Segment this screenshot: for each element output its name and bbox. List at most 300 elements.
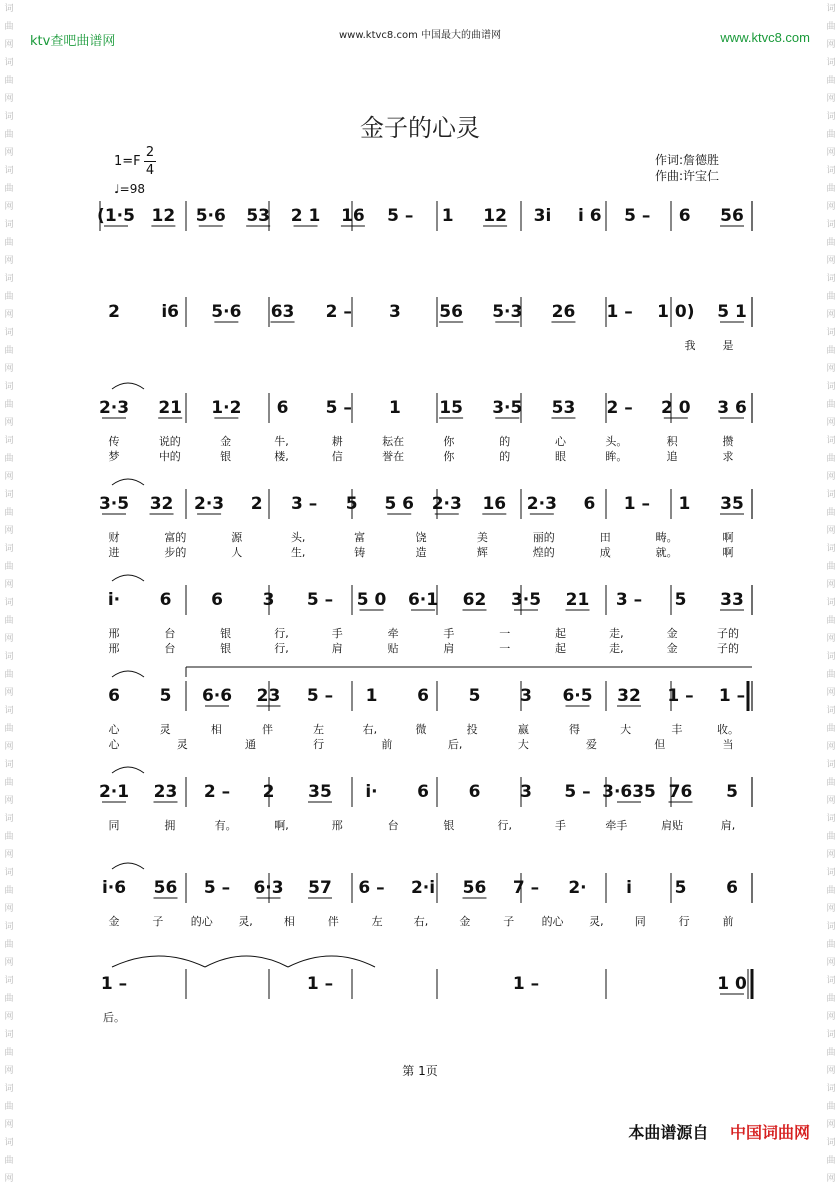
watermark-glyph: 曲 — [4, 184, 14, 194]
lyric-word: 耕 — [331, 435, 343, 448]
note-group: 5 — [674, 590, 687, 610]
note-group: 2 — [250, 494, 263, 514]
watermark-glyph: 词 — [4, 814, 14, 824]
note-group: 5 – — [306, 590, 334, 610]
watermark-glyph: 词 — [4, 166, 14, 176]
lyric-word: 台 — [164, 642, 176, 655]
watermark-glyph: 词 — [826, 4, 836, 14]
note-group: 12 — [151, 206, 176, 226]
lyric-word: 有。 — [214, 819, 237, 832]
watermark-glyph: 网 — [4, 742, 14, 752]
note-group: 63 — [270, 302, 295, 322]
lyric-word: 求 — [722, 450, 734, 463]
lyric-word: 牛, — [274, 435, 289, 448]
watermark-glyph: 词 — [4, 976, 14, 986]
note-group: 5 — [468, 686, 481, 706]
watermark-glyph: 词 — [4, 220, 14, 230]
watermark-glyph: 网 — [4, 958, 14, 968]
lyric-word: 心 — [555, 435, 567, 448]
lyric-word: 头。 — [605, 435, 628, 448]
watermark-glyph: 词 — [4, 598, 14, 608]
lyric-word: 起 — [555, 627, 567, 640]
lyric-word: 的心 — [541, 915, 564, 928]
watermark-glyph: 曲 — [4, 508, 14, 518]
lyric-word: 追 — [666, 450, 678, 463]
note-group: 5 1 — [717, 302, 747, 322]
watermark-glyph: 词 — [4, 922, 14, 932]
lyric-word: 耘在 — [382, 435, 405, 448]
lyric-word: 行, — [497, 819, 512, 832]
note-group: 5·3 — [492, 302, 523, 322]
lyric-word: 心 — [108, 738, 120, 751]
lyric-word: 走, — [609, 627, 624, 640]
watermark-glyph: 网 — [826, 526, 836, 536]
lyric-word: 誉在 — [382, 450, 405, 463]
watermark-glyph: 网 — [826, 634, 836, 644]
lyric-word: 的 — [499, 435, 511, 448]
note-group: 32 — [149, 494, 174, 514]
lyric-word: 一 — [499, 642, 511, 655]
lyric-word: 肩贴 — [661, 819, 684, 832]
lyric-word: 传 — [108, 435, 120, 448]
note-group: 57 — [308, 878, 332, 898]
lyric-word: 的 — [499, 450, 511, 463]
watermark-glyph: 曲 — [4, 886, 14, 896]
note-group: 53 — [246, 206, 270, 226]
watermark-glyph: 词 — [4, 382, 14, 392]
lyric-word: 饶 — [415, 531, 427, 544]
watermark-glyph: 网 — [826, 688, 836, 698]
lyric-word: 邢 — [108, 642, 120, 655]
note-group: 62 — [462, 590, 487, 610]
lyric-word: 子 — [503, 915, 515, 928]
watermark-glyph: 曲 — [826, 670, 836, 680]
watermark-glyph: 词 — [826, 1138, 836, 1148]
note-group: 1 – — [512, 974, 540, 994]
note-group: 1·2 — [211, 398, 242, 418]
lyric-word: 银 — [443, 819, 455, 832]
lyric-word: 行, — [274, 642, 289, 655]
note-group: 56 — [462, 878, 487, 898]
note-group: 2·3 — [98, 398, 130, 418]
header-site-right[interactable]: www.ktvc8.com — [720, 30, 810, 45]
watermark-glyph: 曲 — [4, 1048, 14, 1058]
watermark-glyph: 曲 — [4, 1102, 14, 1112]
watermark-glyph: 词 — [4, 544, 14, 554]
watermark-glyph: 网 — [826, 148, 836, 158]
lyric-word: 爱 — [586, 738, 598, 751]
slur — [112, 479, 144, 485]
watermark-glyph: 网 — [4, 526, 14, 536]
header-site-left[interactable]: ktv查吧曲谱网 — [30, 34, 116, 49]
note-group: 35 — [308, 782, 332, 802]
lyric-word: 银 — [220, 642, 232, 655]
note-group: 2·1 — [98, 782, 130, 802]
lyric-word: 灵 — [176, 738, 188, 751]
watermark-glyph: 网 — [4, 418, 14, 428]
watermark-glyph: 网 — [4, 904, 14, 914]
watermark-glyph: 曲 — [4, 400, 14, 410]
watermark-glyph: 曲 — [826, 1048, 836, 1058]
watermark-glyph: 网 — [4, 94, 14, 104]
note-group: 2·3 — [194, 494, 225, 514]
note-group: 23 — [153, 782, 178, 802]
note-group: 1 0) — [657, 302, 695, 322]
watermark-glyph: 曲 — [4, 292, 14, 302]
lyric-word: 你 — [443, 450, 455, 463]
watermark-glyph: 词 — [4, 4, 14, 14]
note-group: 1 — [678, 494, 691, 514]
watermark-glyph: 网 — [826, 310, 836, 320]
note-group: 1 – — [306, 974, 334, 994]
note-group: 1 – — [606, 302, 633, 322]
note-group: 6·1 — [407, 590, 439, 610]
lyric-word: 但 — [654, 738, 666, 751]
note-group: 56 — [720, 206, 744, 226]
watermark-glyph: 网 — [826, 796, 836, 806]
source-credit — [628, 1120, 810, 1143]
lyric-word: 邢 — [108, 627, 120, 640]
note-group: 5 – — [306, 686, 334, 706]
note-group: 32 — [617, 686, 641, 706]
lyric-word: 成 — [599, 546, 611, 559]
watermark-glyph: 网 — [4, 364, 14, 374]
lyric-word: 收。 — [717, 723, 739, 736]
lyric-word: 心 — [108, 723, 120, 736]
lyric-word: 富的 — [164, 531, 187, 544]
watermark-glyph: 曲 — [4, 670, 14, 680]
watermark-glyph: 曲 — [826, 778, 836, 788]
watermark-glyph: 曲 — [4, 832, 14, 842]
watermark-glyph: 网 — [826, 742, 836, 752]
watermark-glyph: 曲 — [826, 940, 836, 950]
note-group: 2 – — [606, 398, 633, 418]
lyricist: 作词:詹德胜 — [655, 153, 720, 167]
quarter-note-icon: ♩ — [114, 182, 120, 196]
note-group: 6 — [417, 686, 429, 706]
lyric-word: 畴。 — [655, 531, 678, 544]
note-group: 6 – — [358, 878, 385, 898]
watermark-glyph: 曲 — [4, 22, 14, 32]
watermark-glyph: 曲 — [4, 616, 14, 626]
lyric-word: 金 — [459, 915, 471, 928]
note-group: 2 — [262, 782, 275, 802]
watermark-glyph: 词 — [826, 922, 836, 932]
lyric-word: 的心 — [190, 915, 213, 928]
lyric-word: 是 — [722, 339, 734, 352]
lyric-word: 相 — [210, 723, 222, 736]
watermark-glyph: 曲 — [826, 886, 836, 896]
note-group: 21 — [565, 590, 590, 610]
note-group: 6 — [468, 782, 481, 802]
watermark-glyph: 词 — [826, 1084, 836, 1094]
note-group: 3 — [520, 782, 532, 802]
note-group: 2· — [568, 878, 587, 898]
time-signature-top: 2 — [145, 145, 155, 160]
note-group: 1 — [441, 206, 454, 226]
lyric-word: 前 — [722, 915, 734, 928]
watermark-glyph: 词 — [4, 112, 14, 122]
note-group: 2 1 — [290, 206, 321, 226]
watermark-glyph: 网 — [826, 1174, 836, 1184]
watermark-glyph: 网 — [4, 1120, 14, 1130]
watermark-glyph: 词 — [4, 706, 14, 716]
lyric-word: 辉 — [476, 546, 488, 559]
lyric-word: 得 — [569, 723, 580, 736]
note-group: 5 — [345, 494, 358, 514]
note-group: 12 — [483, 206, 507, 226]
note-group: 1 – — [100, 974, 128, 994]
note-group: 3·5 — [510, 590, 542, 610]
lyric-word: 伴 — [327, 915, 339, 928]
watermark-glyph: 网 — [826, 1120, 836, 1130]
watermark-glyph: 网 — [826, 418, 836, 428]
watermark-glyph: 网 — [4, 688, 14, 698]
note-group: i 6 — [578, 206, 602, 226]
note-group: 2·i — [410, 878, 436, 898]
lyric-word: 嬴 — [517, 723, 529, 736]
lyric-word: 就。 — [655, 546, 678, 559]
note-group: 1 0 — [717, 974, 747, 994]
note-group: i· — [107, 590, 121, 610]
watermark-glyph: 词 — [826, 382, 836, 392]
watermark-glyph: 词 — [826, 166, 836, 176]
note-group: 5 – — [564, 782, 591, 802]
watermark-glyph: 曲 — [826, 832, 836, 842]
lyric-word: 富 — [354, 531, 366, 544]
watermark-glyph: 网 — [4, 1012, 14, 1022]
lyric-word: 行, — [274, 627, 289, 640]
source-label: 本曲谱源自 — [628, 1123, 709, 1142]
note-group: 1 – — [667, 686, 694, 706]
lyric-word: 源 — [231, 531, 243, 544]
note-group: 6 — [108, 686, 120, 706]
watermark-glyph: 网 — [4, 148, 14, 158]
watermark-glyph: 词 — [4, 868, 14, 878]
watermark-glyph: 曲 — [4, 454, 14, 464]
lyric-word: 楼, — [274, 450, 289, 463]
watermark-glyph: 词 — [826, 1030, 836, 1040]
note-group: 5 — [159, 686, 172, 706]
lyric-word: 啊 — [722, 546, 734, 559]
lyric-word: 灵, — [589, 915, 604, 928]
watermark-glyph: 词 — [826, 58, 836, 68]
note-group: 2 — [108, 302, 120, 322]
watermark-glyph: 曲 — [4, 994, 14, 1004]
lyric-word: 金 — [666, 627, 678, 640]
watermark-glyph: 词 — [826, 706, 836, 716]
note-group: 16 — [482, 494, 507, 514]
watermark-glyph: 网 — [826, 850, 836, 860]
note-group: 1 — [388, 398, 401, 418]
slur — [112, 575, 144, 581]
note-group: 5 6 — [384, 494, 415, 514]
note-group: 33 — [720, 590, 744, 610]
note-group: 2·3 — [431, 494, 462, 514]
watermark-glyph: 网 — [826, 202, 836, 212]
lyric-word: 煌的 — [532, 546, 555, 559]
lyric-word: 后, — [447, 738, 463, 751]
source-site-link[interactable]: 中国词曲网 — [729, 1123, 810, 1142]
watermark-glyph: 词 — [826, 814, 836, 824]
lyric-word: 你 — [443, 435, 455, 448]
watermark-glyph: 网 — [826, 1012, 836, 1022]
lyric-word: 走, — [609, 642, 624, 655]
note-group: 3 – — [291, 494, 318, 514]
slur — [112, 863, 144, 869]
watermark-glyph: 曲 — [4, 724, 14, 734]
lyric-word: 肩 — [443, 642, 455, 655]
watermark-glyph: 网 — [4, 796, 14, 806]
watermark-glyph: 网 — [826, 40, 836, 50]
note-group: 3i — [533, 206, 552, 226]
note-group: 3 — [520, 686, 532, 706]
lyric-word: 左 — [371, 915, 383, 928]
watermark-glyph: 词 — [826, 220, 836, 230]
lyric-word: 手 — [555, 819, 567, 832]
lyric-word: 一 — [499, 627, 511, 640]
page-number: 第 1页 — [402, 1064, 438, 1078]
note-group: 6·5 — [562, 686, 593, 706]
note-group: 5 – — [203, 878, 231, 898]
note-group: 6 — [678, 206, 691, 226]
note-group: (1·5 — [97, 206, 135, 226]
note-group: 5 — [726, 782, 738, 802]
lyric-word: 生, — [290, 546, 306, 559]
lyric-word: 右, — [413, 915, 429, 928]
lyric-word: 眼 — [555, 450, 567, 463]
lyric-word: 眸。 — [605, 450, 628, 463]
watermark-glyph: 曲 — [826, 130, 836, 140]
watermark-glyph: 网 — [4, 1174, 14, 1184]
lyric-word: 行 — [313, 738, 325, 751]
watermark-glyph: 词 — [826, 490, 836, 500]
lyric-word: 通 — [244, 738, 256, 751]
tie — [112, 956, 205, 967]
lyric-word: 肩, — [720, 819, 736, 832]
watermark-glyph: 曲 — [826, 292, 836, 302]
note-group: 2 0 — [661, 398, 691, 418]
composer: 作曲:许宝仁 — [655, 169, 720, 183]
lyric-word: 当 — [722, 738, 734, 751]
note-group: 5·6 — [211, 302, 242, 322]
watermark-glyph: 网 — [4, 40, 14, 50]
key-signature: 1=F — [114, 154, 141, 169]
watermark-glyph: 词 — [826, 112, 836, 122]
note-group: 15 — [439, 398, 463, 418]
watermark-glyph: 曲 — [4, 1156, 14, 1166]
watermark-glyph: 曲 — [4, 130, 14, 140]
watermark-glyph: 词 — [4, 760, 14, 770]
lyric-word: 行 — [678, 915, 690, 928]
lyric-word: 相 — [283, 915, 295, 928]
watermark-glyph: 词 — [4, 652, 14, 662]
tempo-value: =98 — [119, 182, 145, 196]
song-title: 金子的心灵 — [360, 114, 480, 142]
lyric-word: 灵 — [159, 723, 171, 736]
note-group: 5·6 — [195, 206, 226, 226]
watermark-glyph: 网 — [4, 202, 14, 212]
note-group: 21 — [158, 398, 183, 418]
watermark-glyph: 词 — [4, 436, 14, 446]
lyric-word: 银 — [220, 627, 232, 640]
lyric-word: 大 — [517, 738, 529, 751]
watermark-glyph: 网 — [826, 904, 836, 914]
lyric-word: 大 — [620, 723, 632, 736]
lyric-word: 左 — [313, 723, 325, 736]
lyric-word: 丰 — [671, 723, 683, 736]
watermark-glyph: 网 — [826, 1066, 836, 1076]
note-group: 23 — [256, 686, 281, 706]
watermark-glyph: 词 — [826, 274, 836, 284]
watermark-glyph: 曲 — [826, 22, 836, 32]
watermark-glyph: 网 — [826, 958, 836, 968]
watermark-glyph: 曲 — [826, 724, 836, 734]
lyric-word: 金 — [108, 915, 120, 928]
watermark-glyph: 曲 — [4, 940, 14, 950]
lyric-word: 造 — [415, 546, 427, 559]
watermark-glyph: 网 — [826, 94, 836, 104]
note-group: 3 — [262, 590, 275, 610]
watermark-glyph: 曲 — [826, 346, 836, 356]
note-group: 6 — [417, 782, 429, 802]
lyric-word: 我 — [684, 339, 696, 352]
note-group: 5 — [674, 878, 687, 898]
note-group: 3 – — [615, 590, 643, 610]
note-group: 5 0 — [356, 590, 387, 610]
watermark-glyph: 曲 — [4, 346, 14, 356]
lyric-word: 台 — [164, 627, 176, 640]
lyric-word: 美 — [476, 531, 488, 544]
tie — [288, 956, 375, 967]
watermark-glyph: 曲 — [826, 1156, 836, 1166]
watermark-glyph: 词 — [4, 1138, 14, 1148]
note-group: 3·5 — [492, 398, 523, 418]
watermark-glyph: 词 — [4, 58, 14, 68]
lyric-word: 步的 — [164, 546, 187, 559]
note-group: 6·6 — [201, 686, 233, 706]
watermark-glyph: 曲 — [826, 616, 836, 626]
note-group: 2 – — [203, 782, 231, 802]
lyric-word: 右, — [362, 723, 378, 736]
watermark-glyph: 曲 — [826, 1102, 836, 1112]
lyric-word: 金 — [666, 642, 678, 655]
watermark-glyph: 词 — [826, 976, 836, 986]
note-group: 53 — [551, 398, 576, 418]
lyric-word: 银 — [220, 450, 232, 463]
lyric-word: 投 — [466, 723, 478, 736]
lyric-word: 手 — [443, 627, 455, 640]
lyric-word: 贴 — [387, 642, 399, 655]
watermark-glyph: 词 — [4, 328, 14, 338]
note-group: 3 — [388, 302, 401, 322]
watermark-glyph: 曲 — [4, 76, 14, 86]
lyric-word: 微 — [415, 723, 427, 736]
watermark-glyph: 曲 — [826, 454, 836, 464]
lyric-word: 啊, — [274, 819, 289, 832]
note-group: 5 – — [387, 206, 414, 226]
lyric-word: 台 — [387, 819, 399, 832]
lyric-word: 攒 — [722, 435, 734, 448]
note-group: 3·5 — [98, 494, 130, 514]
watermark-glyph: 词 — [826, 760, 836, 770]
lyric-word: 起 — [555, 642, 567, 655]
lyric-word: 中的 — [158, 450, 181, 463]
watermark-glyph: 曲 — [826, 400, 836, 410]
watermark-glyph: 曲 — [826, 184, 836, 194]
slur — [112, 383, 144, 389]
tie — [205, 956, 288, 967]
